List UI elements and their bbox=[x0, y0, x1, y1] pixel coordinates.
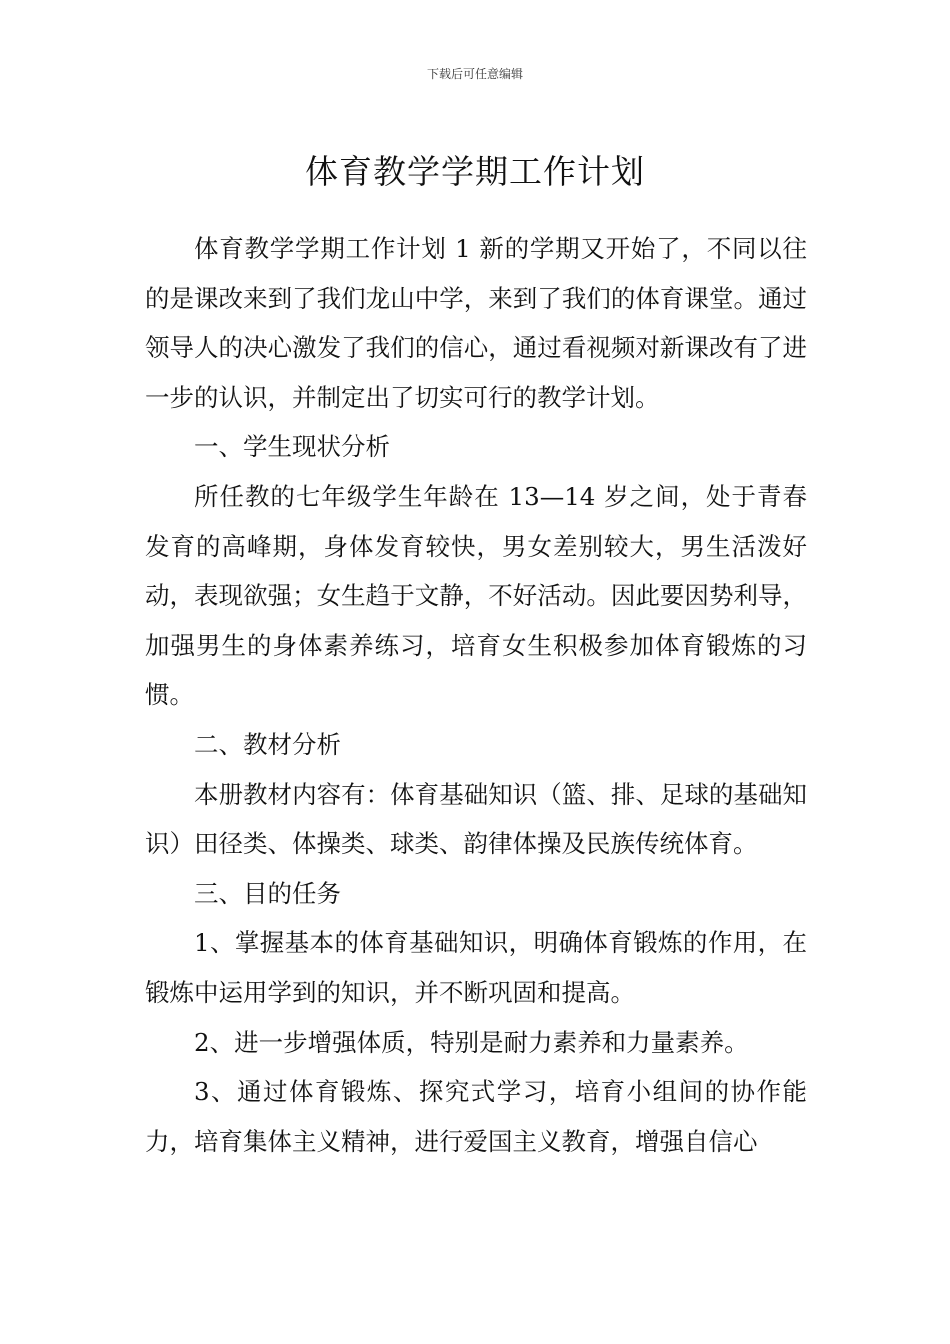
list-item-task-3: 3、通过体育锻炼、探究式学习，培育小组间的协作能力，培育集体主义精神，进行爱国主义教育，增强自信心 bbox=[145, 1077, 807, 1156]
list-item-task-2: 2、进一步增强体质，特别是耐力素养和力量素养。 bbox=[194, 1027, 749, 1057]
section-heading-1: 一、学生现状分析 bbox=[194, 432, 390, 462]
section-heading-2: 二、教材分析 bbox=[194, 729, 341, 759]
paragraph-textbook-analysis: 本册教材内容有：体育基础知识（篮、排、足球的基础知识）田径类、体操类、球类、韵律体操及民族传统体育。 bbox=[145, 779, 807, 859]
paragraph-intro: 体育教学学期工作计划 1 新的学期又开始了，不同以往的是课改来到了我们龙山中学，来到了我们的体育课堂。通过领导人的决心激发了我们的信心，通过看视频对新课改有了进一步的认识，并制定出了切实可行的教学计划。 bbox=[145, 234, 807, 412]
list-item-task-1: 1、掌握基本的体育基础知识，明确体育锻炼的作用，在锻炼中运用学到的知识，并不断巩固和提高。 bbox=[145, 928, 807, 1007]
header-note: 下载后可任意编辑 bbox=[426, 67, 523, 81]
section-heading-3: 三、目的任务 bbox=[194, 878, 341, 908]
document-title: 体育教学学期工作计划 bbox=[305, 152, 645, 192]
document-body bbox=[145, 224, 807, 1166]
paragraph-student-analysis: 所任教的七年级学生年龄在 13—14 岁之间，处于青春发育的高峰期，身体发育较快，男女差别较大，男生活泼好动，表现欲强；女生趋于文静，不好活动。因此要因势利导，加强男生的身体素养练习，培育女生积极参加体育锻炼的习惯。 bbox=[145, 481, 807, 710]
